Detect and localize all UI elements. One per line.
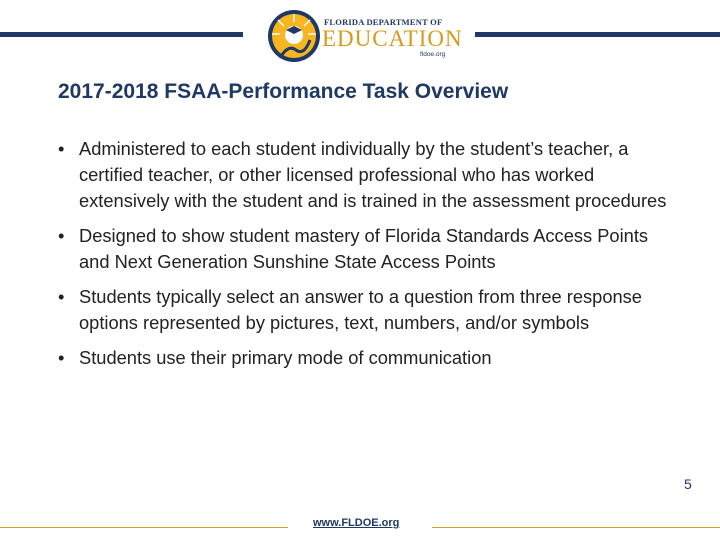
bullet-glyph: • — [58, 286, 65, 307]
bullet-list — [58, 136, 678, 371]
logo-department-text: FLORIDA DEPARTMENT OF — [324, 17, 443, 27]
bullet-item — [58, 345, 678, 371]
bullet-text: Students use their primary mode of communication — [79, 347, 492, 368]
bullet-text: Administered to each student individually by the student’s teacher, a certified teacher, or other licensed professional who has worked extensively with the student and is trained in the assessment procedures — [79, 138, 667, 211]
bullet-glyph: • — [58, 225, 65, 246]
bullet-glyph: • — [58, 347, 65, 368]
bullet-item — [58, 136, 678, 214]
header-rule-right — [475, 32, 720, 37]
slide-title: 2017-2018 FSAA-Performance Task Overview — [58, 80, 509, 103]
sunburst-emblem-icon — [266, 8, 322, 64]
logo-site-text: fldoe.org — [420, 51, 446, 58]
footer-rule-left — [0, 527, 288, 528]
bullet-item — [58, 223, 678, 275]
fldoe-logo[interactable] — [262, 6, 462, 66]
bullet-item — [58, 284, 678, 336]
page-number: 5 — [684, 476, 692, 492]
bullet-text: Students typically select an answer to a question from three response options represented by pictures, text, numbers, and/or symbols — [79, 286, 642, 333]
bullet-text: Designed to show student mastery of Florida Standards Access Points and Next Generation Sunshine State Access Points — [79, 225, 649, 272]
footer-rule-right — [432, 527, 720, 528]
footer-fldoe-link[interactable]: www.FLDOE.org — [313, 517, 400, 529]
logo-education-text: EDUCATION — [322, 26, 463, 51]
bullet-glyph: • — [58, 138, 65, 159]
header-rule-left — [0, 32, 243, 37]
